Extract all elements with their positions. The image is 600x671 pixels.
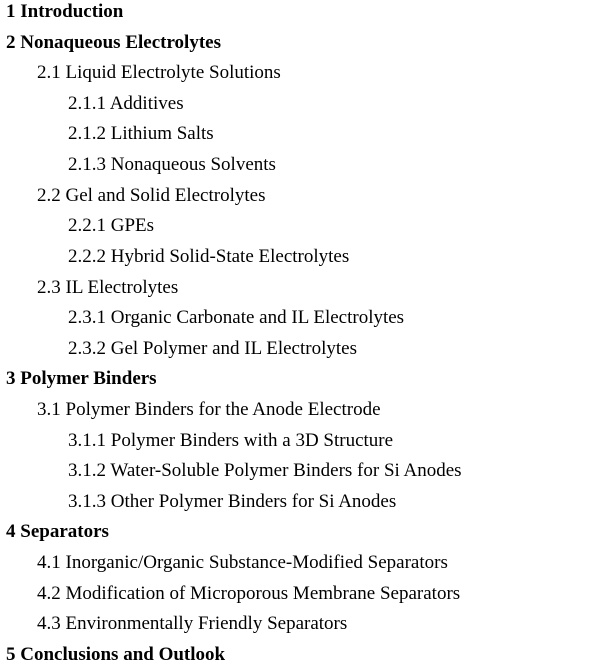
toc-entry-2-3-1: 2.3.1 Organic Carbonate and IL Electrolytes — [68, 307, 405, 328]
toc-entry-4-separators: 4 Separators — [6, 521, 109, 542]
toc-entry-2-2-1: 2.2.1 GPEs — [68, 215, 155, 236]
toc-entry-2-2-2: 2.2.2 Hybrid Solid-State Electrolytes — [68, 246, 350, 267]
toc-entry-4-3: 4.3 Environmentally Friendly Separators — [37, 613, 348, 634]
toc-entry-2-1-2: 2.1.2 Lithium Salts — [68, 123, 214, 144]
toc-entry-3-1: 3.1 Polymer Binders for the Anode Electrode — [37, 399, 381, 420]
toc-entry-4-1: 4.1 Inorganic/Organic Substance-Modified Separators — [37, 552, 448, 573]
toc-entry-3-1-2: 3.1.2 Water-Soluble Polymer Binders for Si Anodes — [68, 460, 462, 481]
toc-entry-2-2: 2.2 Gel and Solid Electrolytes — [37, 185, 266, 206]
toc-entry-2-nonaqueous-electrolytes: 2 Nonaqueous Electrolytes — [6, 32, 221, 53]
toc-entry-1-introduction: 1 Introduction — [6, 1, 124, 22]
toc-entry-2-1: 2.1 Liquid Electrolyte Solutions — [37, 62, 281, 83]
toc-entry-3-1-3: 3.1.3 Other Polymer Binders for Si Anodes — [68, 491, 397, 512]
toc-entry-2-1-3: 2.1.3 Nonaqueous Solvents — [68, 154, 276, 175]
toc-entry-3-polymer-binders: 3 Polymer Binders — [6, 368, 157, 389]
toc-entry-2-3-2: 2.3.2 Gel Polymer and IL Electrolytes — [68, 338, 357, 359]
toc-entry-3-1-1: 3.1.1 Polymer Binders with a 3D Structure — [68, 430, 394, 451]
toc-entry-2-3: 2.3 IL Electrolytes — [37, 277, 179, 298]
toc-entry-2-1-1: 2.1.1 Additives — [68, 93, 184, 114]
toc-entry-5-conclusions-and-outlook: 5 Conclusions and Outlook — [6, 644, 226, 665]
toc-entry-4-2: 4.2 Modification of Microporous Membrane Separators — [37, 583, 461, 604]
